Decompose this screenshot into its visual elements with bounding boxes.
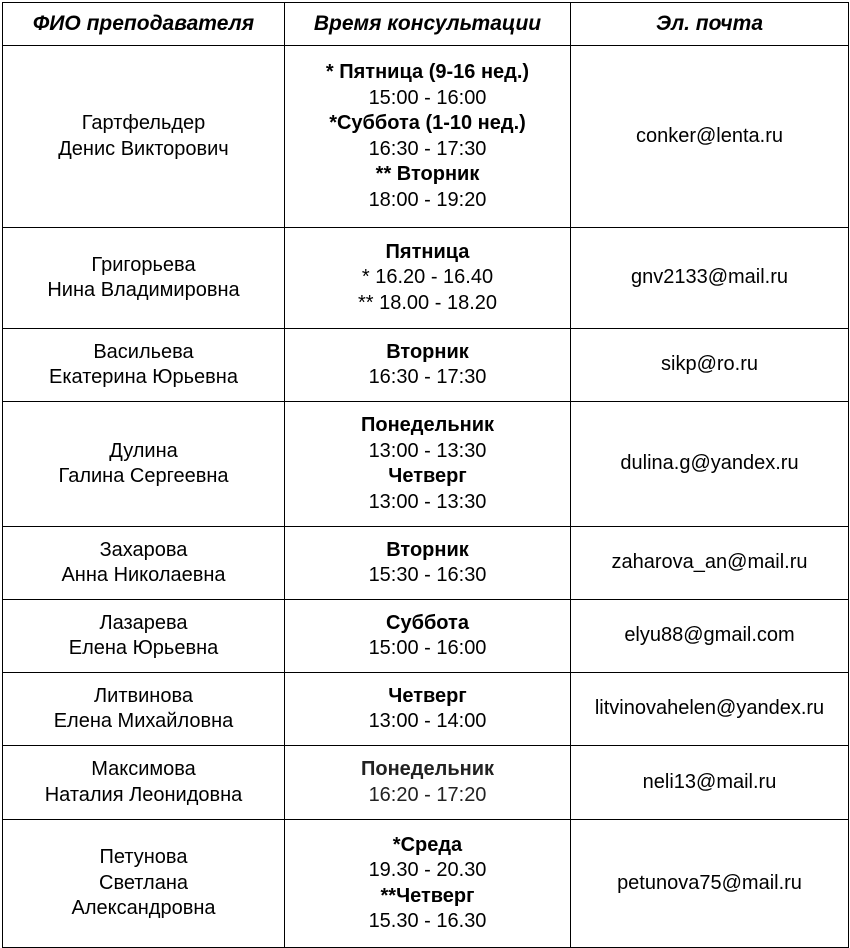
consultation-hours: 15:00 - 16:00: [368, 86, 487, 109]
teacher-name-line: Григорьева: [91, 253, 196, 276]
table-row: [3, 673, 849, 746]
table-row: [3, 746, 849, 820]
consultation-time-cell: [285, 746, 571, 820]
consultation-time-cell: [285, 402, 571, 527]
consultation-hours: 16:20 - 17:20: [368, 783, 487, 806]
consultation-schedule: [2, 2, 849, 948]
teacher-name-cell: [3, 600, 285, 673]
consultation-day: Понедельник: [361, 758, 494, 780]
table-row: [3, 329, 849, 402]
email-cell: [571, 746, 849, 820]
teacher-name-line: Нина Владимировна: [47, 279, 240, 301]
teacher-name-line: Светлана: [99, 871, 188, 894]
teacher-name-line: Васильева: [93, 340, 194, 363]
consultation-day: Четверг: [388, 684, 467, 707]
email-address[interactable]: petunova75@mail.ru: [617, 871, 802, 894]
consultation-day: * Пятница (9-16 нед.): [325, 61, 530, 83]
email-address[interactable]: zaharova_an@mail.ru: [611, 551, 808, 574]
teacher-name-cell: [3, 402, 285, 527]
consultation-day: Вторник: [386, 340, 469, 363]
consultation-time-cell: [285, 820, 571, 948]
table-row: [3, 46, 849, 228]
email-cell: [571, 527, 849, 600]
teacher-name-cell: [3, 820, 285, 948]
consultation-day: Пятница: [385, 240, 470, 263]
table-row: [3, 600, 849, 673]
teacher-name-cell: [3, 673, 285, 746]
consultation-hours: 15:00 - 16:00: [368, 637, 487, 659]
teacher-name-line: Наталия Леонидовна: [44, 783, 243, 806]
email-cell: [571, 228, 849, 329]
teacher-name-line: Елена Юрьевна: [68, 637, 219, 659]
teacher-name-line: Гартфельдер: [81, 112, 206, 134]
email-address[interactable]: gnv2133@mail.ru: [630, 266, 789, 289]
email-cell: [571, 329, 849, 402]
consultation-day: **Четверг: [380, 884, 475, 907]
teacher-name-line: Елена Михайловна: [53, 710, 234, 732]
header-consultation-time: Время консультации: [285, 3, 571, 46]
consultation-time-cell: [285, 228, 571, 329]
header-teacher-name: ФИО преподавателя: [3, 3, 285, 46]
teacher-name-cell: [3, 46, 285, 228]
consultation-hours: 16:30 - 17:30: [368, 137, 487, 160]
email-address[interactable]: neli13@mail.ru: [642, 770, 777, 793]
teacher-name-cell: [3, 329, 285, 402]
email-cell: [571, 402, 849, 527]
teacher-name-cell: [3, 746, 285, 820]
consultation-hours: 13:00 - 13:30: [368, 490, 487, 513]
consultation-hours: 13:00 - 14:00: [368, 710, 487, 732]
consultation-day: Вторник: [386, 538, 469, 561]
teacher-name-line: Петунова: [99, 846, 188, 869]
email-cell: [571, 673, 849, 746]
consultation-time-cell: [285, 600, 571, 673]
email-address[interactable]: elyu88@gmail.com: [624, 624, 795, 647]
header-email: Эл. почта: [571, 3, 849, 46]
consultation-day: ** Вторник: [375, 163, 480, 185]
consultation-time-cell: [285, 46, 571, 228]
consultation-day: *Суббота (1-10 нед.): [329, 112, 526, 134]
consultation-day: Суббота: [386, 611, 469, 634]
consultation-time-cell: [285, 527, 571, 600]
consultation-hours: 15:30 - 16:30: [368, 564, 487, 586]
consultation-day: Понедельник: [361, 414, 494, 436]
consultation-time-cell: [285, 673, 571, 746]
email-address[interactable]: litvinovahelen@yandex.ru: [594, 697, 825, 720]
consultation-hours: 15.30 - 16.30: [368, 910, 487, 932]
consultation-hours: 18:00 - 19:20: [368, 188, 487, 211]
consultation-day: *Среда: [392, 833, 463, 856]
email-cell: [571, 600, 849, 673]
teacher-name-line: Галина Сергеевна: [58, 465, 229, 487]
teacher-name-line: Лазарева: [99, 611, 188, 634]
teacher-name-line: Александровна: [71, 897, 216, 920]
consultation-hours: 13:00 - 13:30: [368, 439, 487, 462]
consultation-hours: * 16.20 - 16.40: [361, 266, 494, 289]
email-cell: [571, 820, 849, 948]
teacher-name-line: Анна Николаевна: [61, 564, 226, 586]
teacher-name-line: Дулина: [109, 439, 178, 462]
consultation-time-cell: [285, 329, 571, 402]
email-cell: [571, 46, 849, 228]
table-header-row: [3, 3, 849, 46]
table-body: [3, 46, 849, 948]
teacher-name-cell: [3, 527, 285, 600]
consultation-hours: 16:30 - 17:30: [368, 366, 487, 388]
teacher-name-line: Денис Викторович: [58, 137, 229, 160]
email-address[interactable]: dulina.g@yandex.ru: [620, 452, 799, 475]
consultation-hours: ** 18.00 - 18.20: [358, 291, 497, 314]
table-row: [3, 228, 849, 329]
teacher-name-cell: [3, 228, 285, 329]
teacher-name-line: Максимова: [91, 758, 196, 780]
table-row: [3, 820, 849, 948]
teacher-name-line: Литвинова: [94, 684, 193, 707]
email-address[interactable]: sikp@ro.ru: [661, 353, 758, 376]
teacher-name-line: Захарова: [99, 538, 188, 561]
email-address[interactable]: conker@lenta.ru: [635, 124, 784, 147]
consultation-day: Четверг: [388, 465, 467, 487]
consultation-table: [2, 2, 849, 948]
table-row: [3, 527, 849, 600]
consultation-hours: 19.30 - 20.30: [368, 859, 487, 881]
teacher-name-line: Екатерина Юрьевна: [49, 366, 238, 388]
table-row: [3, 402, 849, 527]
